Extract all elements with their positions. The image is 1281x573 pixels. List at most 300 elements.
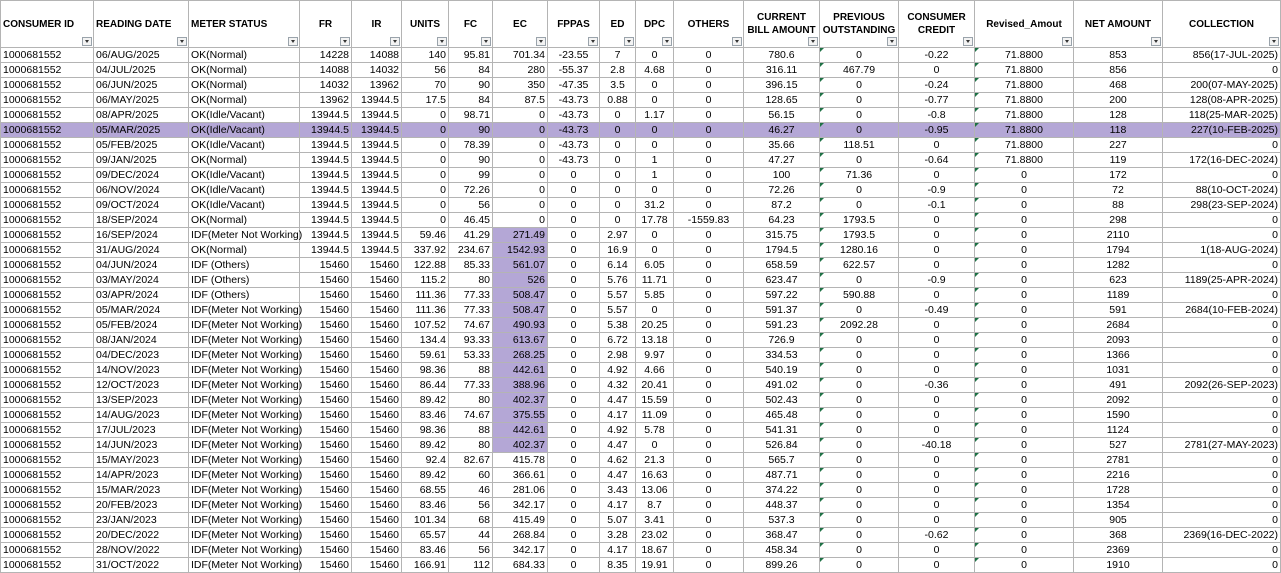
table-row[interactable] <box>1 183 1281 198</box>
cell-meter-status[interactable]: IDF(Meter Not Working) <box>189 303 300 318</box>
cell-consumer-id[interactable]: 1000681552 <box>1 423 94 438</box>
filter-dropdown-icon[interactable] <box>624 37 634 46</box>
cell-fppas[interactable]: 0 <box>548 543 600 558</box>
cell-reading-date[interactable]: 20/DEC/2022 <box>94 528 189 543</box>
cell-others[interactable]: 0 <box>674 288 744 303</box>
cell-fc[interactable]: 77.33 <box>449 288 493 303</box>
cell-current-bill-amount[interactable]: 374.22 <box>744 483 820 498</box>
header-units[interactable] <box>402 1 449 48</box>
header-ec[interactable] <box>493 1 548 48</box>
cell-previous-outstanding[interactable]: 0 <box>820 303 899 318</box>
cell-previous-outstanding[interactable]: 0 <box>820 48 899 63</box>
cell-previous-outstanding[interactable]: 71.36 <box>820 168 899 183</box>
header-meter-status[interactable] <box>189 1 300 48</box>
cell-ec[interactable]: 0 <box>493 123 548 138</box>
cell-consumer-id[interactable]: 1000681552 <box>1 198 94 213</box>
cell-previous-outstanding[interactable]: 0 <box>820 273 899 288</box>
cell-fc[interactable]: 84 <box>449 63 493 78</box>
cell-dpc[interactable]: 0 <box>636 228 674 243</box>
cell-units[interactable]: 0 <box>402 213 449 228</box>
cell-others[interactable]: 0 <box>674 348 744 363</box>
cell-dpc[interactable]: 17.78 <box>636 213 674 228</box>
cell-consumer-id[interactable]: 1000681552 <box>1 243 94 258</box>
cell-others[interactable]: 0 <box>674 528 744 543</box>
cell-units[interactable]: 134.4 <box>402 333 449 348</box>
cell-reading-date[interactable]: 14/APR/2023 <box>94 468 189 483</box>
cell-fppas[interactable]: 0 <box>548 198 600 213</box>
cell-ed[interactable]: 4.17 <box>600 543 636 558</box>
cell-others[interactable]: 0 <box>674 108 744 123</box>
cell-consumer-id[interactable]: 1000681552 <box>1 393 94 408</box>
table-row[interactable] <box>1 243 1281 258</box>
table-row[interactable] <box>1 108 1281 123</box>
cell-consumer-credit[interactable]: 0 <box>899 213 975 228</box>
cell-ed[interactable]: 2.97 <box>600 228 636 243</box>
cell-consumer-credit[interactable]: 0 <box>899 168 975 183</box>
cell-fr[interactable]: 13944.5 <box>300 138 352 153</box>
cell-dpc[interactable]: 1 <box>636 153 674 168</box>
cell-units[interactable]: 56 <box>402 63 449 78</box>
cell-consumer-id[interactable]: 1000681552 <box>1 528 94 543</box>
cell-units[interactable]: 122.88 <box>402 258 449 273</box>
cell-fc[interactable]: 72.26 <box>449 183 493 198</box>
cell-net-amount[interactable]: 2684 <box>1074 318 1163 333</box>
cell-fppas[interactable]: 0 <box>548 213 600 228</box>
cell-reading-date[interactable]: 09/OCT/2024 <box>94 198 189 213</box>
cell-others[interactable]: 0 <box>674 228 744 243</box>
filter-dropdown-icon[interactable] <box>288 37 298 46</box>
cell-collection[interactable]: 0 <box>1163 558 1281 573</box>
cell-fc[interactable]: 68 <box>449 513 493 528</box>
cell-units[interactable]: 65.57 <box>402 528 449 543</box>
cell-fppas[interactable]: 0 <box>548 168 600 183</box>
cell-ed[interactable]: 4.47 <box>600 438 636 453</box>
cell-net-amount[interactable]: 368 <box>1074 528 1163 543</box>
cell-fppas[interactable]: 0 <box>548 393 600 408</box>
cell-consumer-id[interactable]: 1000681552 <box>1 288 94 303</box>
cell-current-bill-amount[interactable]: 334.53 <box>744 348 820 363</box>
cell-ir[interactable]: 15460 <box>352 453 402 468</box>
cell-net-amount[interactable]: 118 <box>1074 123 1163 138</box>
cell-previous-outstanding[interactable]: 118.51 <box>820 138 899 153</box>
cell-fr[interactable]: 15460 <box>300 333 352 348</box>
cell-fc[interactable]: 82.67 <box>449 453 493 468</box>
cell-previous-outstanding[interactable]: 0 <box>820 423 899 438</box>
cell-consumer-credit[interactable]: 0 <box>899 363 975 378</box>
cell-current-bill-amount[interactable]: 56.15 <box>744 108 820 123</box>
filter-dropdown-icon[interactable] <box>82 37 92 46</box>
cell-others[interactable]: 0 <box>674 258 744 273</box>
cell-reading-date[interactable]: 14/JUN/2023 <box>94 438 189 453</box>
cell-net-amount[interactable]: 2110 <box>1074 228 1163 243</box>
cell-consumer-id[interactable]: 1000681552 <box>1 513 94 528</box>
cell-ir[interactable]: 15460 <box>352 528 402 543</box>
cell-meter-status[interactable]: IDF(Meter Not Working) <box>189 468 300 483</box>
cell-consumer-credit[interactable]: 0 <box>899 243 975 258</box>
table-row[interactable] <box>1 543 1281 558</box>
cell-units[interactable]: 17.5 <box>402 93 449 108</box>
cell-net-amount[interactable]: 227 <box>1074 138 1163 153</box>
cell-fr[interactable]: 13944.5 <box>300 153 352 168</box>
cell-revised-amount[interactable]: 0 <box>975 213 1074 228</box>
cell-consumer-credit[interactable]: -0.24 <box>899 78 975 93</box>
cell-ec[interactable]: 375.55 <box>493 408 548 423</box>
cell-dpc[interactable]: 19.91 <box>636 558 674 573</box>
cell-consumer-id[interactable]: 1000681552 <box>1 63 94 78</box>
cell-fr[interactable]: 13962 <box>300 93 352 108</box>
cell-ec[interactable]: 350 <box>493 78 548 93</box>
cell-revised-amount[interactable]: 71.8800 <box>975 108 1074 123</box>
cell-meter-status[interactable]: IDF(Meter Not Working) <box>189 408 300 423</box>
cell-collection[interactable]: 1(18-AUG-2024) <box>1163 243 1281 258</box>
cell-ec[interactable]: 402.37 <box>493 438 548 453</box>
cell-revised-amount[interactable]: 0 <box>975 453 1074 468</box>
cell-consumer-credit[interactable]: 0 <box>899 228 975 243</box>
cell-dpc[interactable]: 11.71 <box>636 273 674 288</box>
cell-ed[interactable]: 2.98 <box>600 348 636 363</box>
cell-units[interactable]: 337.92 <box>402 243 449 258</box>
cell-ed[interactable]: 4.32 <box>600 378 636 393</box>
cell-current-bill-amount[interactable]: 726.9 <box>744 333 820 348</box>
table-row[interactable] <box>1 318 1281 333</box>
cell-current-bill-amount[interactable]: 35.66 <box>744 138 820 153</box>
cell-revised-amount[interactable]: 0 <box>975 558 1074 573</box>
cell-reading-date[interactable]: 06/JUN/2025 <box>94 78 189 93</box>
cell-current-bill-amount[interactable]: 47.27 <box>744 153 820 168</box>
cell-consumer-credit[interactable]: -0.1 <box>899 198 975 213</box>
cell-current-bill-amount[interactable]: 597.22 <box>744 288 820 303</box>
cell-net-amount[interactable]: 172 <box>1074 168 1163 183</box>
cell-reading-date[interactable]: 08/APR/2025 <box>94 108 189 123</box>
cell-net-amount[interactable]: 119 <box>1074 153 1163 168</box>
cell-consumer-credit[interactable]: 0 <box>899 63 975 78</box>
cell-meter-status[interactable]: OK(Idle/Vacant) <box>189 108 300 123</box>
cell-units[interactable]: 98.36 <box>402 423 449 438</box>
cell-meter-status[interactable]: OK(Idle/Vacant) <box>189 123 300 138</box>
cell-fppas[interactable]: 0 <box>548 288 600 303</box>
cell-collection[interactable]: 0 <box>1163 393 1281 408</box>
table-row[interactable] <box>1 468 1281 483</box>
cell-current-bill-amount[interactable]: 46.27 <box>744 123 820 138</box>
cell-previous-outstanding[interactable]: 0 <box>820 438 899 453</box>
cell-dpc[interactable]: 0 <box>636 78 674 93</box>
cell-dpc[interactable]: 0 <box>636 123 674 138</box>
cell-others[interactable]: 0 <box>674 138 744 153</box>
cell-net-amount[interactable]: 1728 <box>1074 483 1163 498</box>
header-ir[interactable] <box>352 1 402 48</box>
cell-units[interactable]: 86.44 <box>402 378 449 393</box>
cell-current-bill-amount[interactable]: 502.43 <box>744 393 820 408</box>
cell-fr[interactable]: 15460 <box>300 378 352 393</box>
cell-others[interactable]: 0 <box>674 453 744 468</box>
cell-ed[interactable]: 4.92 <box>600 363 636 378</box>
cell-previous-outstanding[interactable]: 0 <box>820 528 899 543</box>
cell-fr[interactable]: 15460 <box>300 468 352 483</box>
cell-others[interactable]: 0 <box>674 303 744 318</box>
cell-net-amount[interactable]: 1794 <box>1074 243 1163 258</box>
cell-ec[interactable]: 366.61 <box>493 468 548 483</box>
table-row[interactable] <box>1 528 1281 543</box>
cell-revised-amount[interactable]: 0 <box>975 168 1074 183</box>
cell-consumer-credit[interactable]: 0 <box>899 558 975 573</box>
cell-fc[interactable]: 41.29 <box>449 228 493 243</box>
cell-meter-status[interactable]: OK(Normal) <box>189 243 300 258</box>
cell-reading-date[interactable]: 05/MAR/2024 <box>94 303 189 318</box>
cell-reading-date[interactable]: 04/JUL/2025 <box>94 63 189 78</box>
cell-collection[interactable]: 298(23-SEP-2024) <box>1163 198 1281 213</box>
cell-fr[interactable]: 13944.5 <box>300 168 352 183</box>
cell-consumer-id[interactable]: 1000681552 <box>1 273 94 288</box>
cell-reading-date[interactable]: 03/APR/2024 <box>94 288 189 303</box>
cell-fr[interactable]: 15460 <box>300 438 352 453</box>
cell-fppas[interactable]: -43.73 <box>548 108 600 123</box>
cell-fc[interactable]: 234.67 <box>449 243 493 258</box>
cell-revised-amount[interactable]: 0 <box>975 498 1074 513</box>
cell-meter-status[interactable]: IDF(Meter Not Working) <box>189 348 300 363</box>
cell-dpc[interactable]: 9.97 <box>636 348 674 363</box>
cell-ec[interactable]: 0 <box>493 153 548 168</box>
header-previous-outstanding[interactable] <box>820 1 899 48</box>
cell-meter-status[interactable]: OK(Normal) <box>189 78 300 93</box>
cell-ed[interactable]: 0 <box>600 198 636 213</box>
cell-consumer-credit[interactable]: 0 <box>899 468 975 483</box>
cell-fppas[interactable]: 0 <box>548 468 600 483</box>
table-row[interactable] <box>1 393 1281 408</box>
cell-ir[interactable]: 15460 <box>352 513 402 528</box>
cell-net-amount[interactable]: 1124 <box>1074 423 1163 438</box>
cell-previous-outstanding[interactable]: 0 <box>820 453 899 468</box>
filter-dropdown-icon[interactable] <box>732 37 742 46</box>
cell-net-amount[interactable]: 527 <box>1074 438 1163 453</box>
cell-ir[interactable]: 13944.5 <box>352 228 402 243</box>
filter-dropdown-icon[interactable] <box>808 37 818 46</box>
cell-consumer-credit[interactable]: 0 <box>899 333 975 348</box>
header-collection[interactable] <box>1163 1 1281 48</box>
cell-consumer-credit[interactable]: -0.77 <box>899 93 975 108</box>
cell-ir[interactable]: 15460 <box>352 498 402 513</box>
cell-ec[interactable]: 1542.93 <box>493 243 548 258</box>
cell-ed[interactable]: 4.17 <box>600 408 636 423</box>
cell-collection[interactable]: 856(17-JUL-2025) <box>1163 48 1281 63</box>
cell-dpc[interactable]: 20.41 <box>636 378 674 393</box>
cell-others[interactable]: 0 <box>674 123 744 138</box>
cell-collection[interactable]: 0 <box>1163 258 1281 273</box>
cell-previous-outstanding[interactable]: 622.57 <box>820 258 899 273</box>
filter-dropdown-icon[interactable] <box>536 37 546 46</box>
cell-collection[interactable]: 0 <box>1163 333 1281 348</box>
table-row[interactable] <box>1 93 1281 108</box>
cell-ed[interactable]: 0 <box>600 108 636 123</box>
cell-ec[interactable]: 0 <box>493 198 548 213</box>
cell-ed[interactable]: 6.14 <box>600 258 636 273</box>
cell-meter-status[interactable]: OK(Normal) <box>189 213 300 228</box>
table-row[interactable] <box>1 558 1281 573</box>
cell-others[interactable]: 0 <box>674 183 744 198</box>
cell-reading-date[interactable]: 14/NOV/2023 <box>94 363 189 378</box>
cell-fppas[interactable]: 0 <box>548 303 600 318</box>
cell-previous-outstanding[interactable]: 0 <box>820 498 899 513</box>
cell-revised-amount[interactable]: 71.8800 <box>975 138 1074 153</box>
cell-units[interactable]: 166.91 <box>402 558 449 573</box>
cell-fr[interactable]: 13944.5 <box>300 123 352 138</box>
cell-ir[interactable]: 15460 <box>352 543 402 558</box>
cell-ir[interactable]: 13944.5 <box>352 93 402 108</box>
cell-collection[interactable]: 0 <box>1163 318 1281 333</box>
cell-fppas[interactable]: -23.55 <box>548 48 600 63</box>
cell-others[interactable]: 0 <box>674 438 744 453</box>
cell-consumer-credit[interactable]: 0 <box>899 498 975 513</box>
cell-current-bill-amount[interactable]: 899.26 <box>744 558 820 573</box>
cell-ir[interactable]: 14032 <box>352 63 402 78</box>
cell-ed[interactable]: 16.9 <box>600 243 636 258</box>
cell-ed[interactable]: 3.5 <box>600 78 636 93</box>
cell-collection[interactable]: 0 <box>1163 423 1281 438</box>
table-row[interactable] <box>1 348 1281 363</box>
cell-fc[interactable]: 93.33 <box>449 333 493 348</box>
cell-current-bill-amount[interactable]: 465.48 <box>744 408 820 423</box>
cell-reading-date[interactable]: 14/AUG/2023 <box>94 408 189 423</box>
cell-ir[interactable]: 15460 <box>352 468 402 483</box>
header-fr[interactable] <box>300 1 352 48</box>
cell-revised-amount[interactable]: 0 <box>975 528 1074 543</box>
cell-previous-outstanding[interactable]: 0 <box>820 513 899 528</box>
cell-others[interactable]: 0 <box>674 423 744 438</box>
cell-units[interactable]: 115.2 <box>402 273 449 288</box>
cell-consumer-id[interactable]: 1000681552 <box>1 378 94 393</box>
table-row[interactable] <box>1 483 1281 498</box>
header-reading-date[interactable] <box>94 1 189 48</box>
cell-collection[interactable]: 0 <box>1163 363 1281 378</box>
cell-reading-date[interactable]: 17/JUL/2023 <box>94 423 189 438</box>
cell-revised-amount[interactable]: 0 <box>975 273 1074 288</box>
cell-current-bill-amount[interactable]: 128.65 <box>744 93 820 108</box>
table-row[interactable] <box>1 123 1281 138</box>
cell-collection[interactable]: 118(25-MAR-2025) <box>1163 108 1281 123</box>
cell-dpc[interactable]: 15.59 <box>636 393 674 408</box>
cell-consumer-credit[interactable]: -0.22 <box>899 48 975 63</box>
cell-units[interactable]: 111.36 <box>402 303 449 318</box>
cell-revised-amount[interactable]: 0 <box>975 393 1074 408</box>
cell-ec[interactable]: 0 <box>493 138 548 153</box>
cell-fc[interactable]: 56 <box>449 543 493 558</box>
cell-ec[interactable]: 342.17 <box>493 498 548 513</box>
cell-current-bill-amount[interactable]: 623.47 <box>744 273 820 288</box>
filter-dropdown-icon[interactable] <box>588 37 598 46</box>
cell-fc[interactable]: 56 <box>449 198 493 213</box>
cell-net-amount[interactable]: 2781 <box>1074 453 1163 468</box>
cell-collection[interactable]: 2092(26-SEP-2023) <box>1163 378 1281 393</box>
cell-ir[interactable]: 15460 <box>352 348 402 363</box>
cell-revised-amount[interactable]: 0 <box>975 438 1074 453</box>
cell-previous-outstanding[interactable]: 1280.16 <box>820 243 899 258</box>
cell-current-bill-amount[interactable]: 591.37 <box>744 303 820 318</box>
cell-meter-status[interactable]: IDF (Others) <box>189 288 300 303</box>
cell-fc[interactable]: 53.33 <box>449 348 493 363</box>
cell-revised-amount[interactable]: 0 <box>975 333 1074 348</box>
cell-meter-status[interactable]: IDF(Meter Not Working) <box>189 228 300 243</box>
cell-current-bill-amount[interactable]: 541.31 <box>744 423 820 438</box>
cell-ed[interactable]: 4.47 <box>600 393 636 408</box>
cell-dpc[interactable]: 23.02 <box>636 528 674 543</box>
cell-fr[interactable]: 15460 <box>300 303 352 318</box>
cell-current-bill-amount[interactable]: 491.02 <box>744 378 820 393</box>
cell-dpc[interactable]: 13.18 <box>636 333 674 348</box>
cell-dpc[interactable]: 0 <box>636 243 674 258</box>
cell-collection[interactable]: 2369(16-DEC-2022) <box>1163 528 1281 543</box>
cell-previous-outstanding[interactable]: 590.88 <box>820 288 899 303</box>
cell-consumer-id[interactable]: 1000681552 <box>1 138 94 153</box>
cell-consumer-id[interactable]: 1000681552 <box>1 363 94 378</box>
cell-units[interactable]: 83.46 <box>402 498 449 513</box>
cell-ir[interactable]: 13944.5 <box>352 153 402 168</box>
table-row[interactable] <box>1 423 1281 438</box>
cell-meter-status[interactable]: OK(Normal) <box>189 48 300 63</box>
cell-previous-outstanding[interactable]: 0 <box>820 393 899 408</box>
cell-units[interactable]: 0 <box>402 183 449 198</box>
cell-units[interactable]: 59.61 <box>402 348 449 363</box>
cell-dpc[interactable]: 0 <box>636 48 674 63</box>
cell-ir[interactable]: 13944.5 <box>352 138 402 153</box>
cell-current-bill-amount[interactable]: 780.6 <box>744 48 820 63</box>
cell-ir[interactable]: 13944.5 <box>352 243 402 258</box>
cell-fc[interactable]: 85.33 <box>449 258 493 273</box>
cell-units[interactable]: 140 <box>402 48 449 63</box>
cell-previous-outstanding[interactable]: 1793.5 <box>820 213 899 228</box>
cell-fc[interactable]: 90 <box>449 123 493 138</box>
cell-ec[interactable]: 268.25 <box>493 348 548 363</box>
cell-ir[interactable]: 15460 <box>352 483 402 498</box>
cell-revised-amount[interactable]: 0 <box>975 198 1074 213</box>
cell-consumer-credit[interactable]: -0.9 <box>899 273 975 288</box>
cell-net-amount[interactable]: 491 <box>1074 378 1163 393</box>
table-row[interactable] <box>1 228 1281 243</box>
cell-meter-status[interactable]: IDF(Meter Not Working) <box>189 543 300 558</box>
cell-fc[interactable]: 77.33 <box>449 378 493 393</box>
table-row[interactable] <box>1 408 1281 423</box>
cell-ec[interactable]: 415.49 <box>493 513 548 528</box>
cell-consumer-credit[interactable]: -0.36 <box>899 378 975 393</box>
filter-dropdown-icon[interactable] <box>340 37 350 46</box>
cell-current-bill-amount[interactable]: 487.71 <box>744 468 820 483</box>
cell-consumer-id[interactable]: 1000681552 <box>1 93 94 108</box>
cell-net-amount[interactable]: 128 <box>1074 108 1163 123</box>
cell-net-amount[interactable]: 1590 <box>1074 408 1163 423</box>
cell-ir[interactable]: 15460 <box>352 423 402 438</box>
table-row[interactable] <box>1 273 1281 288</box>
cell-fppas[interactable]: -43.73 <box>548 123 600 138</box>
cell-consumer-id[interactable]: 1000681552 <box>1 213 94 228</box>
cell-ed[interactable]: 5.38 <box>600 318 636 333</box>
cell-current-bill-amount[interactable]: 658.59 <box>744 258 820 273</box>
cell-ir[interactable]: 13944.5 <box>352 213 402 228</box>
cell-dpc[interactable]: 0 <box>636 138 674 153</box>
cell-consumer-id[interactable]: 1000681552 <box>1 153 94 168</box>
cell-ed[interactable]: 4.47 <box>600 468 636 483</box>
cell-ir[interactable]: 15460 <box>352 258 402 273</box>
cell-net-amount[interactable]: 623 <box>1074 273 1163 288</box>
cell-fr[interactable]: 15460 <box>300 408 352 423</box>
cell-consumer-credit[interactable]: -0.49 <box>899 303 975 318</box>
cell-fppas[interactable]: 0 <box>548 318 600 333</box>
cell-consumer-credit[interactable]: -0.9 <box>899 183 975 198</box>
cell-ir[interactable]: 15460 <box>352 558 402 573</box>
cell-collection[interactable]: 0 <box>1163 168 1281 183</box>
cell-collection[interactable]: 0 <box>1163 348 1281 363</box>
cell-collection[interactable]: 1189(25-APR-2024) <box>1163 273 1281 288</box>
cell-fppas[interactable]: -55.37 <box>548 63 600 78</box>
cell-fr[interactable]: 13944.5 <box>300 243 352 258</box>
cell-ed[interactable]: 5.07 <box>600 513 636 528</box>
